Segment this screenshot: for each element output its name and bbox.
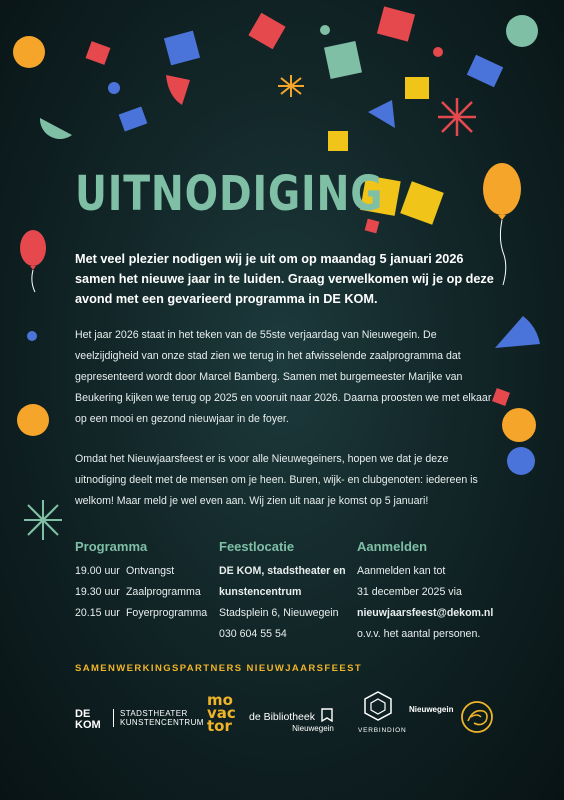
verbindion-logo-text: VERBINDION (358, 727, 407, 734)
feestlocatie-column (219, 537, 346, 645)
confetti-square (324, 41, 362, 79)
programma-item (75, 603, 207, 624)
burst-star (278, 75, 304, 97)
confetti-circle (17, 404, 49, 436)
dekom-logo-subtitle (113, 709, 204, 727)
programma-time: 19.30 uur (75, 586, 120, 598)
confetti-circle (433, 47, 443, 57)
programma-time: 19.00 uur (75, 565, 120, 577)
nieuwegein-logo-text: Nieuwegein (409, 705, 454, 714)
programma-time: 20.15 uur (75, 607, 120, 619)
nieuwegein-logo (409, 705, 453, 714)
confetti-circle (320, 25, 330, 35)
programma-label: Zaalprogramma (125, 586, 201, 598)
venue-name-cont: kunstencentrum (219, 586, 302, 598)
nieuwegein-emblem-icon (459, 699, 495, 735)
confetti-square (119, 106, 148, 131)
intro-text: Met veel plezier nodigen wij je uit om op maandag 5 januari 2026 samen het nieuwe jaar in te luiden. Graag verwelkomen wij je op deze avond met een gevarieerd programma in DE KOM. (75, 252, 494, 306)
programma-item (75, 561, 207, 582)
confetti-square (405, 77, 429, 99)
body-paragraph: Omdat het Nieuwjaarsfeest er is voor alle Nieuwegeiners, hopen we dat je deze uitnodiging deelt met de mensen om je heen. Buren, wijk- en clubgenoten: iedereen is welkom! Maar meld je wel even aan. Wij zien uit naar je komst op 5 januari! (75, 453, 478, 507)
partners-heading: SAMENWERKINGSPARTNERS NIEUWJAARSFEEST (75, 663, 363, 674)
confetti-quarter (166, 75, 190, 105)
bibliotheek-logo (249, 708, 334, 733)
aanmelden-column (357, 537, 493, 645)
movactor-logo-part: tor (207, 717, 232, 735)
confetti-square (248, 13, 285, 50)
burst-star (438, 98, 476, 136)
venue-address: Stadsplein 6, Nieuwegein (219, 607, 339, 619)
confetti-square (400, 181, 444, 225)
programma-label: Foyerprogramma (125, 607, 208, 619)
confetti-quarter (495, 316, 540, 348)
programma-heading: Programma (75, 539, 148, 554)
balloon-red (20, 230, 46, 292)
movactor-logo-part: mo (207, 691, 233, 709)
venue-name: DE KOM, stadstheater en (219, 565, 346, 577)
page-title: UITNODIGING (75, 166, 384, 222)
confetti-square (86, 41, 111, 65)
dekom-logo (75, 708, 204, 731)
confetti-half-circle (40, 118, 72, 139)
confetti-square (328, 131, 348, 151)
aanmelden-note: o.v.v. het aantal personen. (357, 628, 481, 640)
burst-star (24, 500, 62, 540)
confetti-circle (506, 15, 538, 47)
aanmelden-heading: Aanmelden (357, 539, 428, 554)
confetti-circle (108, 82, 120, 94)
confetti-circle (507, 447, 535, 475)
movactor-logo-part: vac (207, 704, 236, 722)
programma-label: Ontvangst (125, 565, 175, 577)
hexagon-icon (364, 691, 392, 721)
dekom-logo-word: KOM (75, 719, 101, 731)
dekom-sub-line: KUNSTENCENTRUM (120, 718, 204, 727)
aanmelden-text: Aanmelden kan tot (357, 565, 446, 577)
dekom-logo-word: DE (75, 708, 91, 720)
aanmelden-email-link[interactable]: nieuwjaarsfeest@dekom.nl (357, 607, 494, 619)
confetti-square (164, 31, 200, 66)
dekom-sub-line: STADSTHEATER (120, 709, 188, 718)
movactor-logo (207, 691, 243, 735)
programma-column (75, 537, 207, 624)
bibliotheek-logo-name: de Bibliotheek (249, 711, 315, 723)
bibliotheek-icon (320, 708, 334, 722)
feestlocatie-heading: Feestlocatie (219, 539, 295, 554)
confetti-circle (27, 331, 37, 341)
verbindion-logo (358, 691, 407, 734)
confetti-circle (502, 408, 536, 442)
confetti-square (377, 6, 415, 41)
programma-item (75, 582, 207, 603)
confetti-square (467, 55, 503, 88)
aanmelden-deadline: 31 december 2025 via (357, 586, 462, 598)
confetti-circle (13, 36, 45, 68)
confetti-quarter (368, 100, 395, 128)
venue-phone[interactable]: 030 604 55 54 (219, 628, 287, 640)
bibliotheek-logo-sub: Nieuwegein (292, 724, 334, 733)
body-paragraph: Het jaar 2026 staat in het teken van de 55ste verjaardag van Nieuwegein. De veelzijdigheid van onze stad zien we terug in het afwisselende zaalprogramma dat gepresenteerd wordt door Marcel Bamberg. Samen met burgemeester Marijke van Beukering kijken we terug op 2025 en vooruit naar 2026. Daarna proosten we met elkaar op een mooi en gezond nieuwjaar in de foyer. (75, 329, 492, 425)
